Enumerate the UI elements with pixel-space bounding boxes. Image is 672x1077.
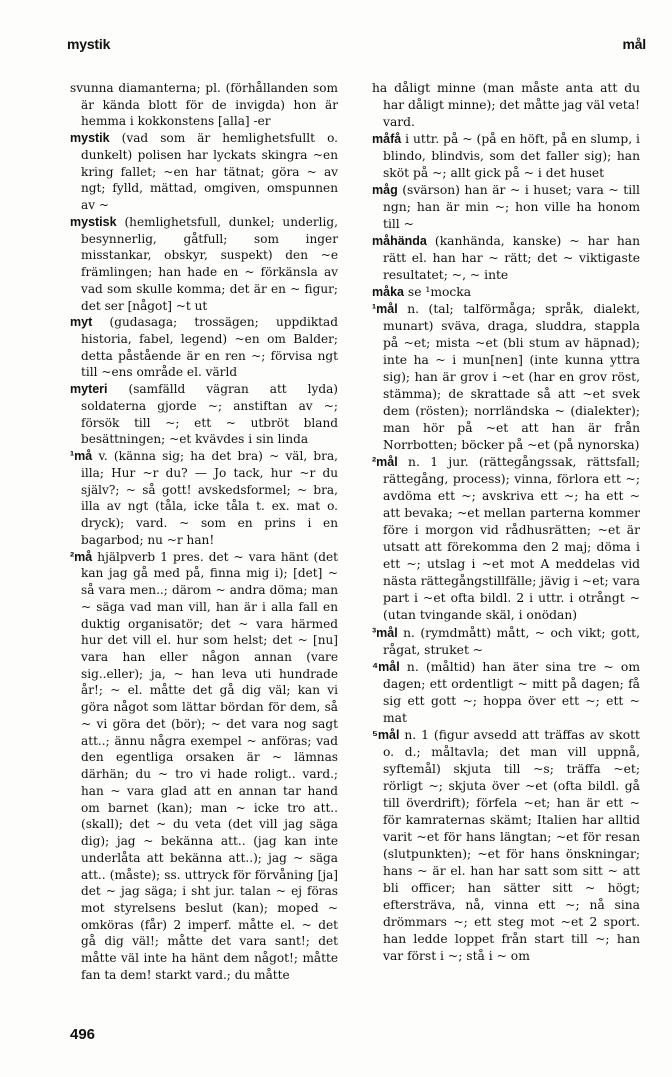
dictionary-entry xyxy=(372,727,640,965)
entry-headword: mystik xyxy=(70,131,110,146)
dictionary-entry xyxy=(372,301,640,454)
dictionary-entry xyxy=(70,381,338,448)
dictionary-entry xyxy=(70,214,338,314)
entry-headword: myt xyxy=(70,315,93,330)
entry-text: svunna diamanterna; pl. (förhållanden som är kända blott för de invigda) hon är hemma i kokkonstens [alla] -er xyxy=(70,81,338,129)
dictionary-entry xyxy=(372,131,640,182)
dictionary-entry xyxy=(372,233,640,284)
dictionary-entry xyxy=(372,659,640,727)
entry-headword: ¹mål xyxy=(372,302,398,317)
dictionary-entry xyxy=(372,625,640,659)
entry-headword: måfå xyxy=(372,132,402,147)
entry-text: ha dåligt minne (man måste anta att du har dåligt minne); det måtte jag väl veta! vard. xyxy=(372,81,640,130)
entry-headword: måka xyxy=(372,285,404,300)
dictionary-entry xyxy=(70,314,338,381)
entry-headword: myteri xyxy=(70,382,108,397)
dictionary-entry xyxy=(372,454,640,624)
entry-headword: ⁴mål xyxy=(372,659,400,674)
right-guide-word: mål xyxy=(622,36,646,52)
dictionary-entry xyxy=(372,284,640,301)
entry-text: (hemlighetsfull, dunkel; underlig, besynnerlig, gåtfull; som inger misstankar, obskyr, suspekt) den ~e främlingen; han hade en ~ förkänsla av vad som skulle komma; det är en ~ figur; det ser [något] ~t ut xyxy=(81,214,338,313)
entry-text: (kanhända, kanske) ~ har han rätt el. han har ~ rätt; det ~ viktigaste resultatet; ~, ~ inte xyxy=(383,234,640,283)
entry-text: (svärson) han är ~ i huset; vara ~ till ngn; han är min ~; hon ville ha honom till ~ xyxy=(383,183,640,232)
entry-headword: ²mål xyxy=(372,455,398,470)
entry-headword: ⁵mål xyxy=(372,727,400,742)
entry-headword: ¹må xyxy=(70,449,93,464)
dictionary-entry xyxy=(70,448,338,548)
dictionary-entry xyxy=(70,130,338,214)
entry-text: n. (rymdmått) mått, ~ och vikt; gott, rågat, struket ~ xyxy=(383,625,640,657)
entry-text: hjälpverb 1 pres. det ~ vara hänt (det kan jag gå med på, finna mig i); [det] ~ så vara men..; därom ~ andra döma; man ~ säga vad man vill, han är i alla fall en duktig organisatör; det ~ vara härmed hur det vill el. hur som helst; det ~ [nu] vara han eller någon annan (vare sig..eller); ja, ~ han leva uti hundrade år!; ~ el. måtte det gå dig väl; kan vi göra något som lättar bördan för dem, så ~ vi göra det (bör); ~ det vara nog sagt att..; ännu några exempel ~ anföras; vad den egentliga orsaken är ~ lämnas därhän; du ~ tro vi hade roligt.. vard.; han ~ vara glad att en annan tar hand om barnet (kan); man ~ icke tro att.. (skall); det ~ du veta (det vill jag säga dig); jag ~ bekänna att.. (jag kan inte underlåta att bekänna att..); jag ~ säga att.. (måste); ss. uttryck för förvåning [ja] det ~ jag säga; i sht jur. talan ~ ej föras mot styrelsens beslut (kan); moped ~ omköras (får) 2 imperf. måtte el. ~ det gå dig väl!; måtte det vara sant!; det måtte väl inte ha hänt dem något!; måtte fan ta dem! starkt vard.; du måtte xyxy=(81,549,338,982)
entry-text: n. 1 (figur avsedd att träffas av skott o. d.; måltavla; det man vill uppnå, syftemål) skjuta till ~s; träffa ~et; rörligt ~; skjuta över ~et (ofta bildl. gå till överdrift); förfela ~et; han är ett ~ för kamraternas skämt; Italien har alltid varit ~et för hans längtan; ~et för resan (slutpunkten); ~et för hans önskningar; hans ~ är el. han har satt som sitt ~ att bli officer; han sätter sitt ~ högt; eftersträva, nå, vinna ett ~; nå sina drömmars ~; ett steg mot ~et 2 sport. han ledde loppet från start till ~; han var först i ~; stå i ~ om xyxy=(383,727,640,963)
entry-headword: måg xyxy=(372,183,398,198)
page-number: 496 xyxy=(70,1026,96,1043)
entry-text: (samfälld vägran att lyda) soldaterna gjorde ~; anstiftan av ~; försök till ~; ett ~ utbröt bland besättningen; ~et kvävdes i sin linda xyxy=(81,382,338,447)
dictionary-entry xyxy=(372,80,640,131)
entry-text: (gudasaga; trossägen; uppdiktad historia, fabel, legend) ~en om Balder; detta påstående är en ren ~; förvisa ngt till ~ens område el. värld xyxy=(81,315,338,380)
left-guide-word: mystik xyxy=(67,36,111,52)
entry-text: (vad som är hemlighetsfullt o. dunkelt) polisen har lyckats skingra ~en kring fallet; ~en har tätnat; göra ~ av ngt; fylld, mättad, omgiven, omspunnen av ~ xyxy=(81,131,338,213)
entry-text: v. (känna sig; ha det bra) ~ väl, bra, illa; Hur ~r du? — Jo tack, hur ~r du själv?; ~ så gott! avskedsformel; ~ bra, illa av ngt (tåla, icke tåla t. ex. mat o. dryck); vard. ~ som en prins i en bagarbod; nu ~r han! xyxy=(81,449,338,547)
entry-headword: måhända xyxy=(372,234,427,249)
entry-headword: ³mål xyxy=(372,625,398,640)
dictionary-entry xyxy=(70,549,338,984)
entry-headword: mystisk xyxy=(70,214,117,229)
entry-text: se ¹mocka xyxy=(403,285,472,300)
entry-text: i uttr. på ~ (på en höft, på en slump, i blindo, blindvis, som det faller sig); han sköt på ~; allt gick på ~ i det huset xyxy=(383,132,640,181)
left-column xyxy=(70,80,338,984)
dictionary-entry xyxy=(372,182,640,233)
dictionary-entry xyxy=(70,80,338,130)
entry-text: n. (tal; talförmåga; språk, dialekt, munart) sväva, draga, sluddra, stappla på ~et; mista ~et (bli stum av häpnad); inte ha ~ i mun[nen] (inte kunna yttra sig); han är grov i ~et (har en grov röst, stämma); de skrattade så att ~et svek dem (rösten); norrländska ~ (dialekter); man hör på ~et att han är från Norrbotten; böcker på ~et (på nynorska) xyxy=(383,302,640,453)
entry-headword: ²må xyxy=(70,549,93,564)
entry-text: n. 1 jur. (rättegångssak, rättsfall; rättegång, process); vinna, förlora ett ~; avdöma ett ~; avskriva ett ~; ha ett ~ att bevaka; ~et mellan parterna kommer före i morgon vid rådhusrätten; ~et är utsatt att förekomma den 2 maj; döma i ett ~; utslag i ~et mot A meddelas vid nästa rättegångstillfälle; jävig i ~et; vara part i ~et ofta bildl. 2 i uttr. i otrångt ~ (utan tvingande skäl, i onödan) xyxy=(383,455,640,623)
entry-text: n. (måltid) han äter sina tre ~ om dagen; ett ordentligt ~ mitt på dagen; få sig ett gott ~; hoppa över ett ~; ett ~ mat xyxy=(383,659,640,725)
right-column xyxy=(372,80,640,965)
